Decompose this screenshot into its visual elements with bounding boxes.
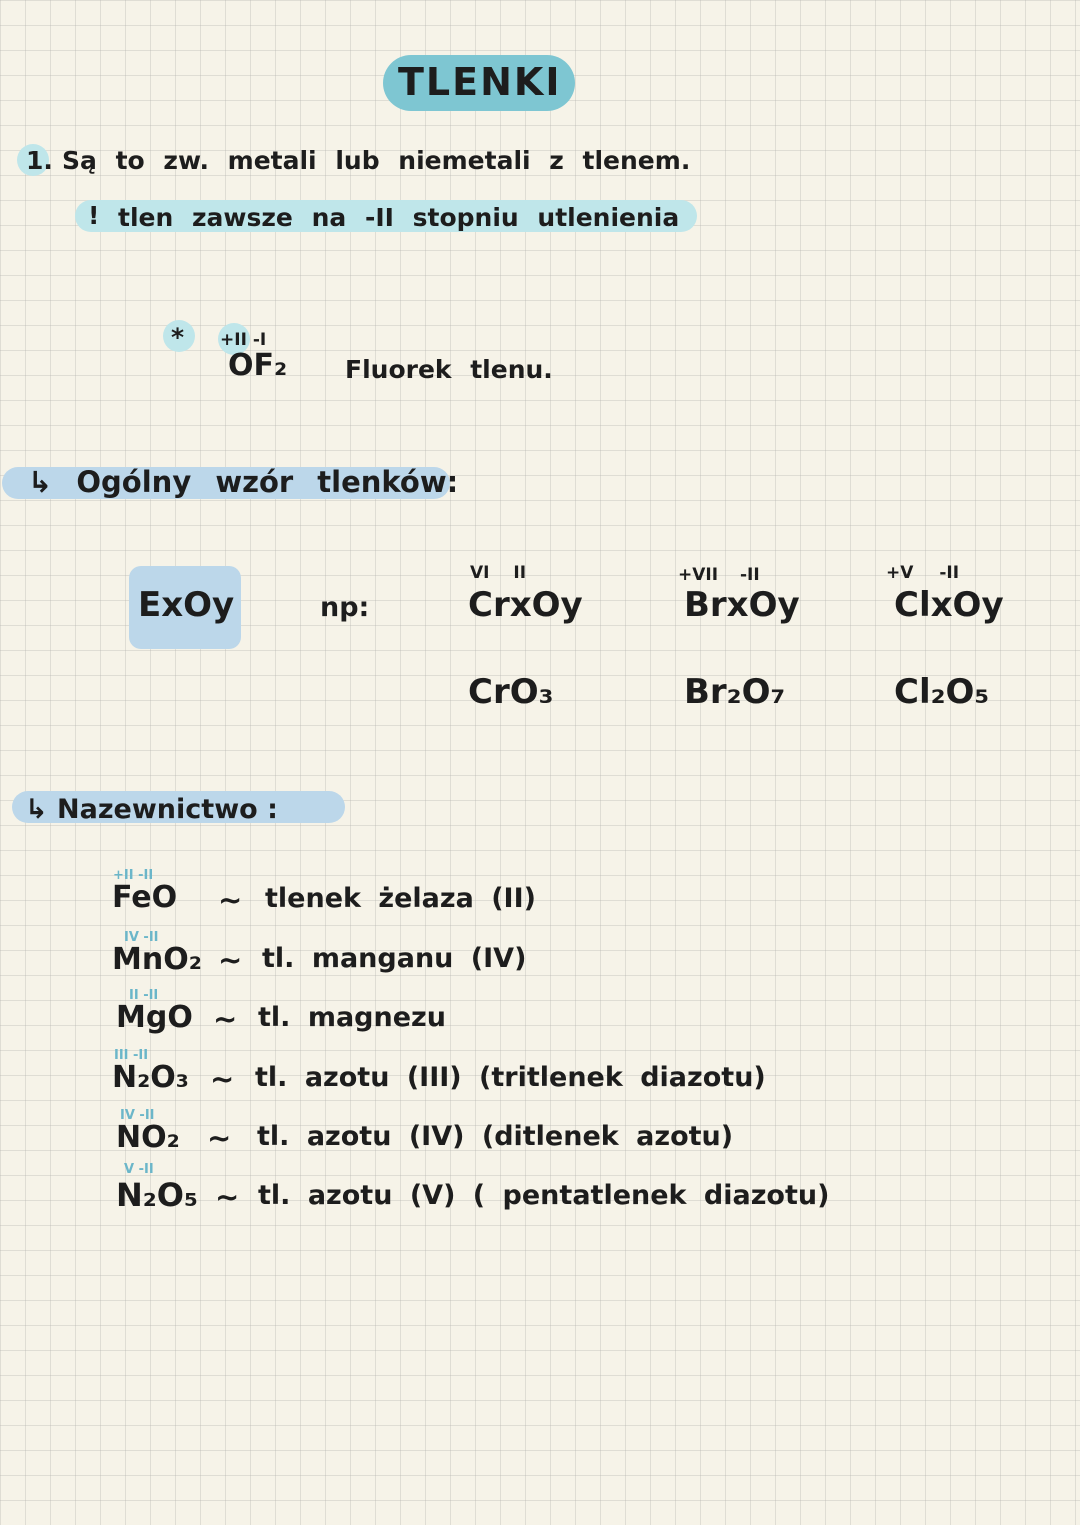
tilde-icon: ~	[207, 1121, 232, 1155]
tilde-icon: ~	[213, 1002, 238, 1036]
example-oxidation: +VII -II	[678, 565, 760, 585]
row-oxidation: II -II	[129, 988, 159, 1003]
example-general: BrxOy	[684, 585, 800, 625]
general-heading: ↳ Ogólny wzór tlenków:	[28, 465, 459, 499]
row-name: tl. azotu (III) (tritlenek diazotu)	[255, 1062, 766, 1093]
row-formula: MgO	[116, 1000, 193, 1035]
row-name: tl. azotu (V) ( pentatlenek diazotu)	[258, 1180, 830, 1211]
row-name: tl. magnezu	[258, 1002, 446, 1033]
row-oxidation: IV -II	[120, 1108, 155, 1123]
row-formula: MnO₂	[112, 942, 202, 977]
tilde-icon: ~	[218, 943, 243, 977]
note-text: tlen zawsze na -II stopniu utlenienia	[118, 203, 680, 232]
row-oxidation: IV -II	[124, 930, 159, 945]
row-oxidation: +II -II	[113, 868, 154, 883]
example-oxidation: +V -II	[886, 563, 960, 583]
example-specific: Cl₂O₅	[894, 672, 990, 712]
tilde-icon: ~	[218, 883, 243, 917]
example-general: ClxOy	[894, 585, 1004, 625]
point-number: 1.	[26, 146, 53, 175]
point-text: Są to zw. metali lub niemetali z tlenem.	[62, 146, 691, 175]
exception-name: Fluorek tlenu.	[345, 355, 553, 384]
row-oxidation: III -II	[114, 1048, 149, 1063]
row-formula: FeO	[112, 880, 178, 915]
row-name: tlenek żelaza (II)	[265, 883, 536, 914]
row-formula: NO₂	[116, 1120, 180, 1155]
exception-oxidation: +II -I	[220, 330, 267, 350]
tilde-icon: ~	[215, 1180, 240, 1214]
example-oxidation: VI II	[470, 563, 527, 583]
example-specific: CrO₃	[468, 672, 554, 712]
np-label: np:	[320, 592, 370, 623]
row-formula: N₂O₃	[112, 1060, 189, 1095]
row-name: tl. manganu (IV)	[262, 943, 527, 974]
page-title: TLENKI	[398, 60, 562, 104]
row-name: tl. azotu (IV) (ditlenek azotu)	[257, 1121, 734, 1152]
row-formula: N₂O₅	[116, 1176, 199, 1214]
asterisk-icon: *	[171, 323, 185, 352]
example-specific: Br₂O₇	[684, 672, 786, 712]
naming-heading: ↳ Nazewnictwo :	[25, 794, 278, 825]
general-formula: ExOy	[138, 585, 235, 625]
note-mark: !	[88, 201, 100, 230]
row-oxidation: V -II	[124, 1162, 154, 1177]
exception-formula: OF₂	[228, 348, 288, 383]
tilde-icon: ~	[210, 1062, 235, 1096]
example-general: CrxOy	[468, 585, 583, 625]
